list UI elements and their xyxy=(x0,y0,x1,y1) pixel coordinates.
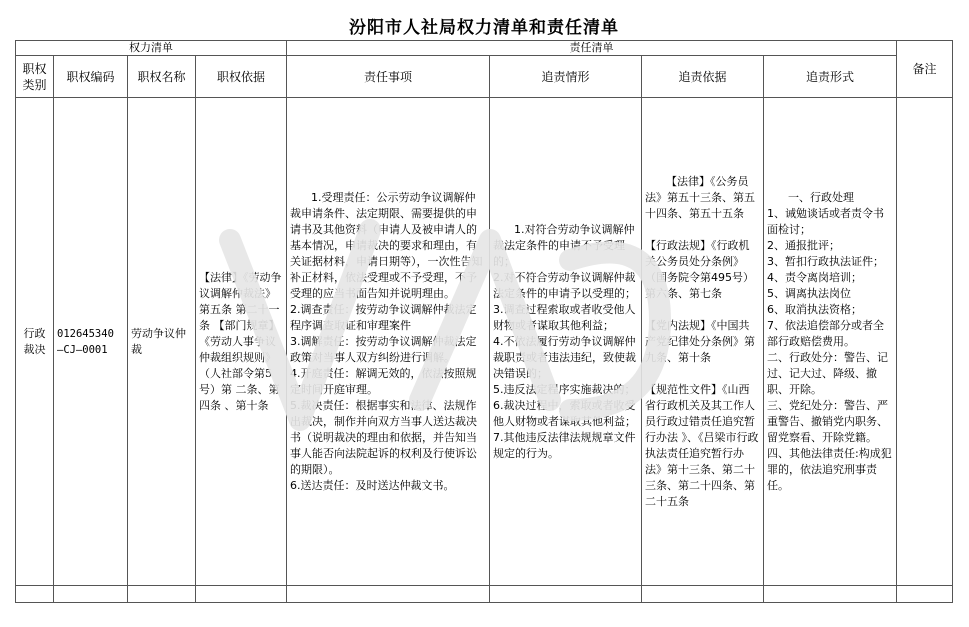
cell-duties xyxy=(287,98,490,586)
header-code: 职权编码 xyxy=(54,56,128,98)
header-name: 职权名称 xyxy=(128,56,196,98)
blank-cell xyxy=(196,586,287,603)
basis-text: 【法律】《劳动争议调解仲裁法》第五条 第二十一条 【部门规章】 《劳动人事争议仲裁组织规则》（人社部令第5号）第 二条、第四条 、第十条 xyxy=(199,270,282,412)
cell-category xyxy=(16,98,54,586)
duties-text: 1.受理责任：公示劳动争议调解仲裁申请条件、法定期限、需要提供的申请书及其他资料（申请人及被申请人的基本情况，申请裁决的要求和理由，有关证据材料，申请日期等），一次性告知补正材料，依法受理或不予受理，不予受理的应当书面告知并说明理由。 2.调查责任：按劳动争议调解仲裁法定程序调查取证和审理案件 3.调解责任：按劳动争议调解仲裁法定政策对当事人双方纠纷进行调解。 4.开庭责任：解调无效的，依法按照规定时间开庭审理。 5.裁决责任：根据事实和法律、法规作出裁决，制作并向双方当事人送达裁决书（说明裁决的理由和依据，并告知当事人能否向法院起诉的权利及行使诉讼的期限）。 6.送达责任：及时送达仲裁文书。 xyxy=(290,190,483,492)
cell-basis xyxy=(196,98,287,586)
blank-cell xyxy=(287,586,490,603)
cell-accountability-basis xyxy=(642,98,764,586)
blank-cell xyxy=(897,586,953,603)
header-responsibility-list: 责任清单 xyxy=(287,41,897,56)
header-column-row xyxy=(16,56,953,98)
cell-accountability-forms xyxy=(764,98,897,586)
power-responsibility-table xyxy=(15,40,953,603)
accountability-basis-text: 【法律】《公务员法》第五十三条、第五十四条、第五十五条 【行政法规】《行政机关公务员处分条例》（国务院令第495号）第六条、第七条 【党内法规】《中国共产党纪律处分条例》第九条、第十条 【规范性文件】《山西省行政机关及其工作人员行政过错责任追究暂行办法 》、《吕梁市行政执法责任追究暂行办法》第十三条、第二十三条、第二十四条、第二十五条 xyxy=(645,174,759,508)
accountability-cases-text: 1.对符合劳动争议调解仲裁法定条件的申请不予受理的； 2.对不符合劳动争议调解仲裁法定条件的申请予以受理的； 3.调查过程索取或者收受他人财物或者谋取其他利益； 4.不依法履行劳动争议调解仲裁职责或者违法违纪，致使裁决错误的； 5.违反法定程序实施裁决的； 6.裁决过程中，索取或者收受他人财物或者谋取其他利益； 7.其他违反法律法规规章文件规定的行为。 xyxy=(493,222,636,460)
header-remarks: 备注 xyxy=(897,41,953,98)
header-duties: 责任事项 xyxy=(287,56,490,98)
table-row xyxy=(16,98,953,586)
cell-name xyxy=(128,98,196,586)
accountability-forms-text: 一、行政处理 1、诫勉谈话或者责令书面检讨； 2、通报批评； 3、暂扣行政执法证件； 4、责令离岗培训； 5、调离执法岗位 6、取消执法资格； 7、依法追偿部分或者全部行政赔偿费用。 二、行政处分：警告、记过、记大过、降级、撤职、开除。 三、党纪处分：警告、严重警告、撤销党内职务、留党察看、开除党籍。 四、其他法律责任:构成犯罪的，依法追究刑事责任。 xyxy=(767,190,892,492)
header-basis: 职权依据 xyxy=(196,56,287,98)
header-power-list: 权力清单 xyxy=(16,41,287,56)
blank-cell xyxy=(16,586,54,603)
cell-accountability-cases xyxy=(490,98,642,586)
blank-cell xyxy=(642,586,764,603)
code-text: 012645340 —CJ—0001 xyxy=(57,327,114,356)
document-title: 汾阳市人社局权力清单和责任清单 xyxy=(349,18,619,38)
header-category: 职权类别 xyxy=(16,56,54,98)
cell-remarks xyxy=(897,98,953,586)
blank-cell xyxy=(128,586,196,603)
header-group-row xyxy=(16,41,953,56)
header-accountability-basis: 追责依据 xyxy=(642,56,764,98)
category-text: 行政裁决 xyxy=(23,326,46,356)
name-text: 劳动争议仲 裁 xyxy=(131,326,186,356)
blank-cell xyxy=(54,586,128,603)
blank-cell xyxy=(490,586,642,603)
cell-code xyxy=(54,98,128,586)
header-accountability-forms: 追责形式 xyxy=(764,56,897,98)
blank-cell xyxy=(764,586,897,603)
header-accountability-cases: 追责情形 xyxy=(490,56,642,98)
blank-row xyxy=(16,586,953,603)
